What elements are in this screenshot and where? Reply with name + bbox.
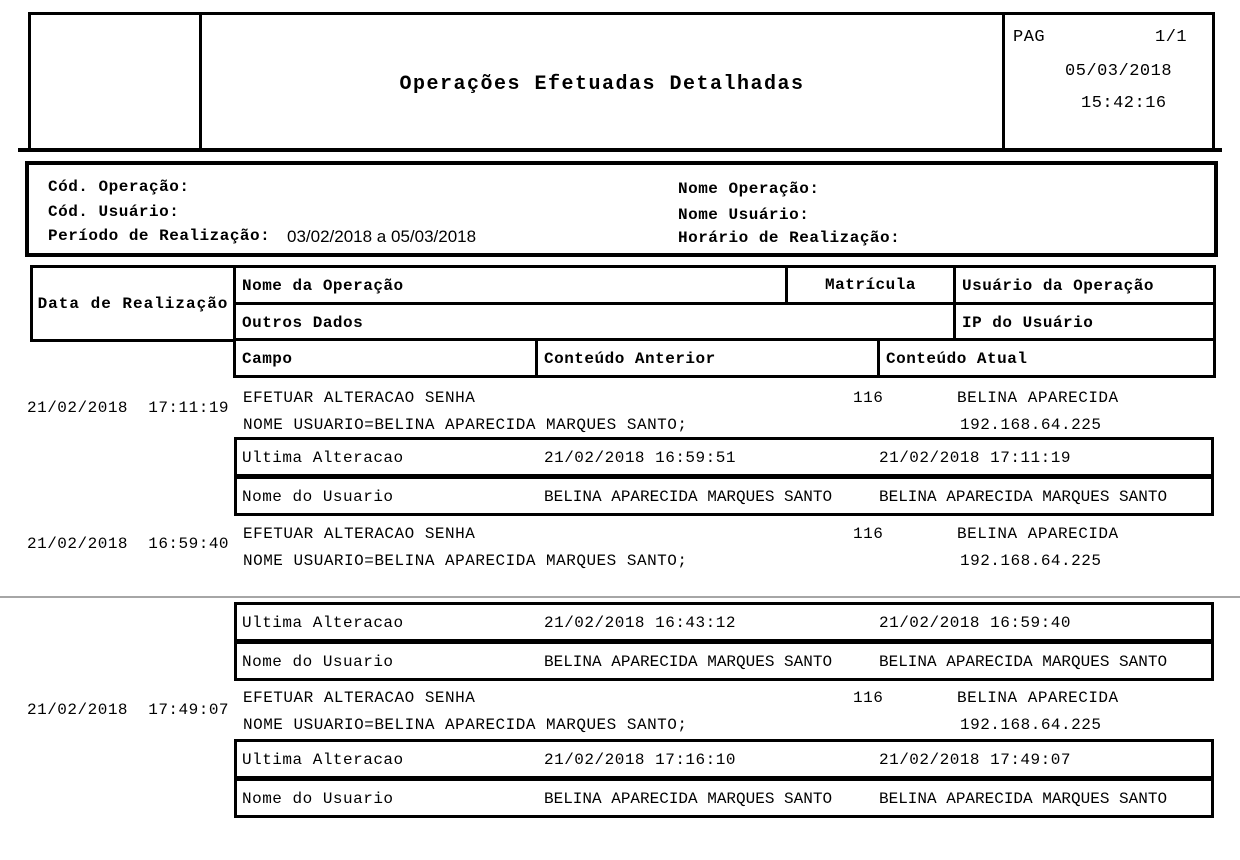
record-date: 21/02/2018 16:59:40 <box>27 535 230 553</box>
record-other-data: NOME USUARIO=BELINA APARECIDA MARQUES SANTO; <box>243 716 688 734</box>
record-operation: EFETUAR ALTERACAO SENHA <box>243 389 476 407</box>
record-other-data: NOME USUARIO=BELINA APARECIDA MARQUES SANTO; <box>243 416 688 434</box>
field-current-value: BELINA APARECIDA MARQUES SANTO <box>879 790 1168 808</box>
field-name: Ultima Alteracao <box>242 614 404 632</box>
record-matricula: 116 <box>853 525 884 543</box>
field-name: Ultima Alteracao <box>242 751 404 769</box>
field-current-value: BELINA APARECIDA MARQUES SANTO <box>879 488 1168 506</box>
page-number: 1/1 <box>1155 28 1188 47</box>
field-row <box>234 602 1214 642</box>
field-previous-value: BELINA APARECIDA MARQUES SANTO <box>544 790 833 808</box>
col-campo <box>233 338 538 378</box>
col-nome-operacao <box>233 265 788 305</box>
col-conteudo-anterior <box>535 338 880 378</box>
record-other-data: NOME USUARIO=BELINA APARECIDA MARQUES SANTO; <box>243 552 688 570</box>
cod-usuario-label: Cód. Usuário: <box>48 203 180 221</box>
field-previous-value: 21/02/2018 16:43:12 <box>544 614 736 632</box>
nome-usuario-label: Nome Usuário: <box>678 206 810 224</box>
page-label: PAG <box>1013 28 1046 47</box>
record-matricula: 116 <box>853 689 884 707</box>
horario-label: Horário de Realização: <box>678 229 901 247</box>
page-title: Operações Efetuadas Detalhadas <box>399 73 805 96</box>
col-campo-label: Campo <box>242 350 293 368</box>
col-outros-dados-label: Outros Dados <box>242 314 364 332</box>
record-operation: EFETUAR ALTERACAO SENHA <box>243 689 476 707</box>
field-row <box>234 778 1214 818</box>
report-title-box <box>199 12 1005 152</box>
periodo-label: Período de Realização: <box>48 227 271 245</box>
cod-operacao-label: Cód. Operação: <box>48 178 190 196</box>
field-current-value: 21/02/2018 16:59:40 <box>879 614 1071 632</box>
report-date: 05/03/2018 <box>1065 62 1173 81</box>
page-info-box <box>1002 12 1215 152</box>
record-matricula: 116 <box>853 389 884 407</box>
field-previous-value: 21/02/2018 16:59:51 <box>544 449 736 467</box>
field-name: Nome do Usuario <box>242 488 394 506</box>
record-ip: 192.168.64.225 <box>960 552 1102 570</box>
col-outros-dados <box>233 302 956 341</box>
field-row <box>234 739 1214 779</box>
col-ip-usuario-label: IP do Usuário <box>962 314 1094 332</box>
col-usuario-operacao-label: Usuário da Operação <box>962 277 1154 295</box>
col-conteudo-atual-label: Conteúdo Atual <box>886 350 1028 368</box>
field-row <box>234 641 1214 681</box>
field-previous-value: 21/02/2018 17:16:10 <box>544 751 736 769</box>
col-ip-usuario <box>953 302 1216 341</box>
page-separator-line <box>0 596 1240 598</box>
record-operation: EFETUAR ALTERACAO SENHA <box>243 525 476 543</box>
periodo-value: 03/02/2018 a 05/03/2018 <box>287 227 477 246</box>
logo-box <box>28 12 202 152</box>
record-user: BELINA APARECIDA <box>957 525 1119 543</box>
col-data-realizacao-label: Data de Realização <box>37 295 229 313</box>
field-current-value: BELINA APARECIDA MARQUES SANTO <box>879 653 1168 671</box>
col-data-realizacao <box>30 265 236 342</box>
col-matricula <box>785 265 956 305</box>
field-row <box>234 437 1214 477</box>
col-conteudo-anterior-label: Conteúdo Anterior <box>544 350 716 368</box>
field-name: Nome do Usuario <box>242 653 394 671</box>
col-conteudo-atual <box>877 338 1216 378</box>
field-current-value: 21/02/2018 17:49:07 <box>879 751 1071 769</box>
record-ip: 192.168.64.225 <box>960 716 1102 734</box>
record-date: 21/02/2018 17:49:07 <box>27 701 230 719</box>
field-name: Ultima Alteracao <box>242 449 404 467</box>
field-current-value: 21/02/2018 17:11:19 <box>879 449 1071 467</box>
header-bottom-rule <box>18 148 1222 152</box>
record-ip: 192.168.64.225 <box>960 416 1102 434</box>
col-nome-operacao-label: Nome da Operação <box>242 277 404 295</box>
record-date: 21/02/2018 17:11:19 <box>27 399 230 417</box>
col-matricula-label: Matrícula <box>825 276 916 294</box>
field-previous-value: BELINA APARECIDA MARQUES SANTO <box>544 653 833 671</box>
record-user: BELINA APARECIDA <box>957 689 1119 707</box>
nome-operacao-label: Nome Operação: <box>678 180 820 198</box>
field-row <box>234 476 1214 516</box>
report-time: 15:42:16 <box>1081 94 1167 113</box>
field-name: Nome do Usuario <box>242 790 394 808</box>
field-previous-value: BELINA APARECIDA MARQUES SANTO <box>544 488 833 506</box>
record-user: BELINA APARECIDA <box>957 389 1119 407</box>
col-usuario-operacao <box>953 265 1216 305</box>
